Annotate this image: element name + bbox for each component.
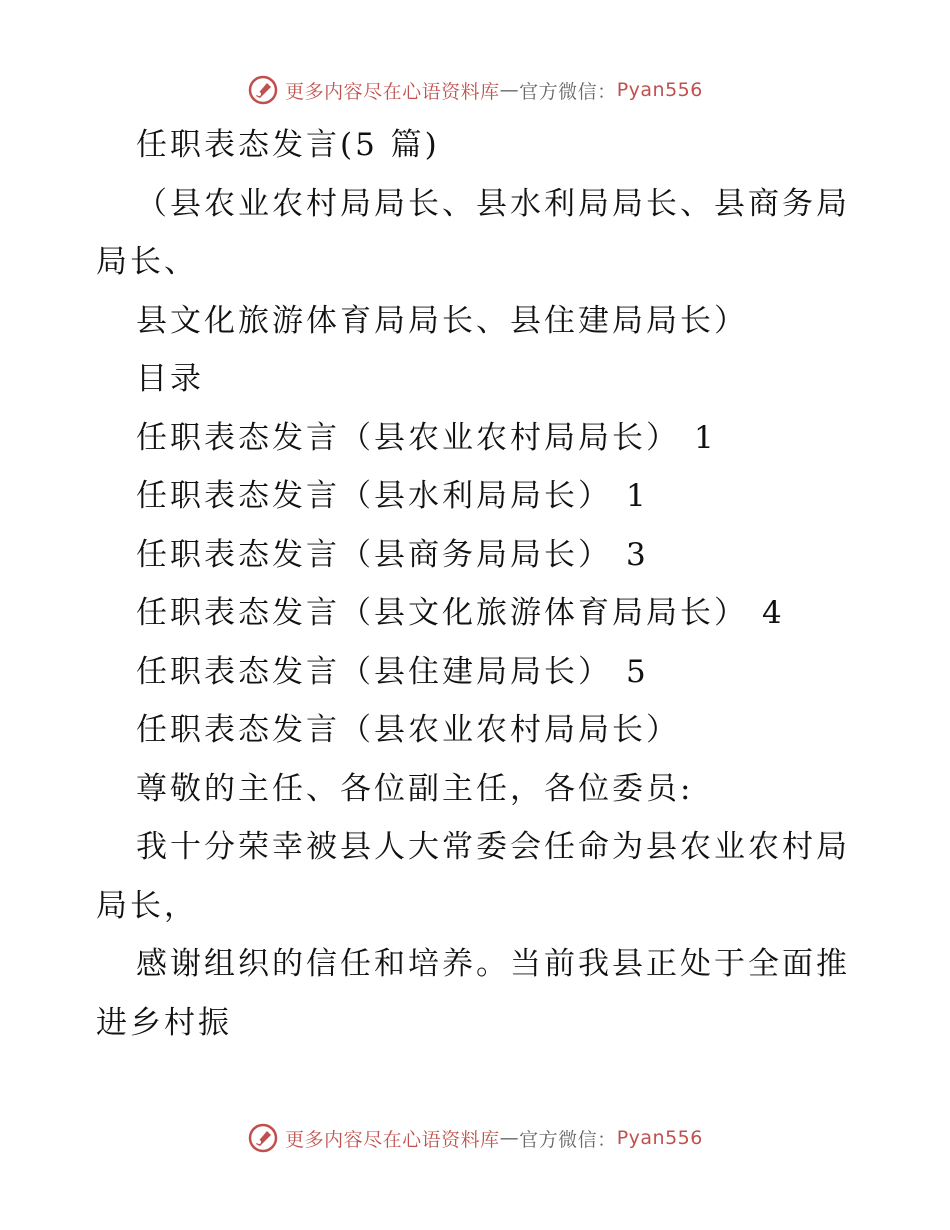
toc-entry-label: 任职表态发言（县文化旅游体育局局长）	[136, 595, 748, 631]
paragraph-2-line-2: 进乡村振	[96, 1004, 232, 1041]
salutation: 尊敬的主任、各位副主任，各位委员:	[136, 770, 694, 807]
banner-wechat-id: Pyan556	[616, 79, 703, 101]
banner-brand-text: 更多内容尽在心语资料库	[285, 1128, 500, 1151]
section-title: 任职表态发言（县农业农村局局长）	[136, 712, 680, 748]
paragraph-1-line-2: 局长，	[96, 887, 198, 924]
paragraph-1-line-1: 我十分荣幸被县人大常委会任命为县农业农村局	[136, 829, 850, 865]
toc-entry-page: 4	[762, 595, 785, 631]
toc-entry-label: 任职表态发言（县住建局局长）	[136, 653, 612, 690]
footer-watermark-banner	[0, 1118, 950, 1158]
banner-dash: —	[499, 79, 520, 101]
toc-entry-label: 任职表态发言（县水利局局长）	[136, 478, 612, 514]
paragraph-2-line-1: 感谢组织的信任和培养。当前我县正处于全面推	[136, 946, 850, 982]
toc-entry-page: 3	[626, 536, 649, 573]
pen-nib-logo-icon	[247, 74, 279, 106]
banner-dash: —	[499, 1127, 520, 1149]
banner-wechat-id: Pyan556	[616, 1127, 703, 1149]
banner-brand-text: 更多内容尽在心语资料库	[285, 80, 500, 103]
toc-entry[interactable]	[96, 467, 856, 526]
toc-entry[interactable]	[96, 409, 856, 468]
header-watermark-banner	[0, 70, 950, 110]
document-subtitle-line-1: （县农业农村局局长、县水利局局长、县商务局	[136, 185, 850, 222]
toc-heading: 目录	[136, 361, 204, 397]
toc-entry-page: 1	[694, 419, 717, 456]
toc-entry[interactable]	[96, 526, 856, 585]
banner-wechat-label: 官方微信：	[519, 80, 617, 103]
toc-entry-page: 5	[626, 653, 649, 690]
pen-nib-logo-icon	[247, 1122, 279, 1154]
toc-entry-label: 任职表态发言（县农业农村局局长）	[136, 419, 680, 456]
document-title: 任职表态发言(5 篇)	[136, 127, 440, 163]
document-body	[96, 116, 856, 1052]
toc-entry[interactable]	[96, 643, 856, 702]
toc-entry-label: 任职表态发言（县商务局局长）	[136, 536, 612, 573]
toc-entry-page: 1	[626, 478, 649, 514]
document-subtitle-line-2: 局长、	[96, 244, 198, 280]
toc-entry[interactable]	[96, 584, 856, 643]
banner-wechat-label: 官方微信：	[519, 1128, 617, 1151]
document-subtitle-line-3: 县文化旅游体育局局长、县住建局局长）	[136, 302, 748, 339]
